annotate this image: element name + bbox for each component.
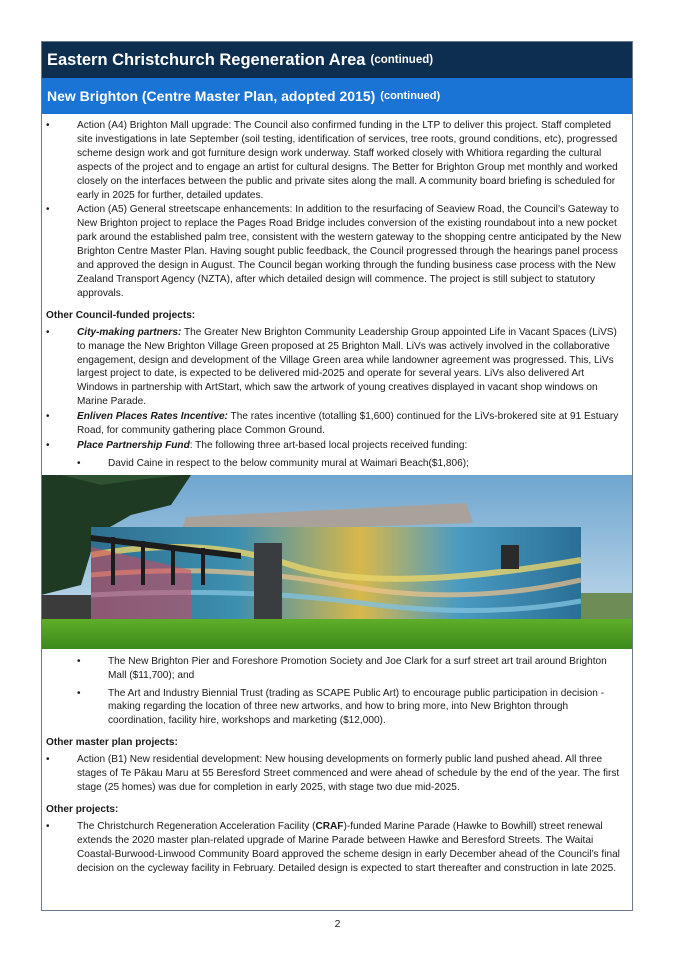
bullet-icon: • xyxy=(46,411,50,423)
list-item xyxy=(46,203,626,300)
sub-item-text: The New Brighton Pier and Foreshore Promotion Society and Joe Clark for a surf street art trail around Brighton Mall ($11,700); and xyxy=(108,655,607,681)
section-title-suffix: (continued) xyxy=(370,54,434,66)
item-text-post: )-funded Marine Parade (Hawke to Bowhill) street renewal extends the 2020 master plan-related upgrade of Marine Parade between Hawke and Beresford Streets. The Waitai Coastal-Burwood-Linwood Community Board approved the scheme design in early December ahead of the Council’s final decision on the cycleway facility in February. Detailed design is expected to start thereafter and construction in late 2025. xyxy=(77,820,620,874)
bullet-icon: • xyxy=(46,820,50,832)
bullet-icon: • xyxy=(46,326,50,338)
page-number: 2 xyxy=(334,918,341,930)
bullet-icon: • xyxy=(46,439,50,451)
section-title-bar xyxy=(42,42,632,78)
item-text: The rates incentive (totalling $1,600) continued for the LiVs-brokered site at 91 Estuary Road, for community gathering place Common Ground. xyxy=(77,411,619,437)
list-item xyxy=(46,753,626,795)
bullet-icon: • xyxy=(77,457,81,469)
item-text: The Greater New Brighton Community Leadership Group appointed Life in Vacant Spaces (LiVS) to manage the New Brighton Village Green proposed at 25 Brighton Mall. LiVs was actively involved in the collaborative engagement, design and development of the Village Green area while landowner agreement was progressed. This, LiVs largest project to date, is expected to be delivered mid-2025 and operate for several years. LiVs also delivered Art Windows in partnership with ArtStart, which saw the artwork of young creatives displayed in vacant shop windows on Marine Parade. xyxy=(77,326,617,408)
community-mural-photo xyxy=(41,475,633,649)
item-lead: Place Partnership Fund xyxy=(77,439,190,451)
item-lead: City-making partners: xyxy=(77,326,182,338)
list-item xyxy=(46,119,626,202)
action-a4-text: Action (A4) Brighton Mall upgrade: The Council also confirmed funding in the LTP to deliver this project. Staff completed site investigations in late September (soil testing, identification of services, tree roots, ground conditions, etc), progressed scheme design work and got furniture design work underway. Staff worked closely with Whitiora regarding the cultural aspects of the project and to engage an artist for cultural designs. The Better for Brighton Group met monthly and worked closely on the interfaces between the public and private sites along the mall. A community board briefing is scheduled for early in 2025 for further, detailed updates. xyxy=(77,120,618,201)
sub-list-item xyxy=(46,687,626,729)
sub-item-text: David Caine in respect to the below community mural at Waimari Beach($1,806); xyxy=(108,457,469,469)
craf-acronym: CRAF xyxy=(315,820,344,832)
content-body xyxy=(42,114,632,875)
report-frame xyxy=(41,41,633,911)
bullet-icon: • xyxy=(77,655,81,667)
sub-item-text: The Art and Industry Biennial Trust (trading as SCAPE Public Art) to encourage public participation in decision -making regarding the location of three new artworks, and how to bring more, into New Brighton through coordination, facility hire, workshops and marketing ($12,000). xyxy=(108,687,604,727)
sub-list-item xyxy=(46,457,626,471)
action-b1-text: Action (B1) New residential development: New housing developments on formerly public land pushed ahead. All three stages of Te Pākau Maru at 55 Beresford Street commenced and were ahead of schedule by the end of the year. The first stage (25 homes) was due for completion in early 2025, with stage two due mid-2025. xyxy=(77,754,620,793)
subsection-title-bar xyxy=(42,78,632,114)
section-title: Eastern Christchurch Regeneration Area xyxy=(47,50,366,69)
bullet-icon: • xyxy=(77,687,81,699)
bullet-icon: • xyxy=(46,204,50,216)
bullet-icon: • xyxy=(46,754,50,766)
subsection-title-suffix: (continued) xyxy=(380,90,441,102)
sub-list-item xyxy=(46,655,626,683)
other-council-heading: Other Council-funded projects: xyxy=(46,309,196,321)
action-a5-text: Action (A5) General streetscape enhancements: In addition to the resurfacing of Seaview Road, the Council’s Gateway to New Brighton project to replace the Pages Road Bridge includes conversion of the existing roundabout into a new pocket park around the established palm tree, consistent with the western gateway to the shopping centre anticipated by the New Brighton Centre Master Plan. Having sought public feedback, the Council progressed through the hearings panel process and approved the design in August. The Council began working through the funding business case process with the New Zealand Transport Agency (NZTA), after which detailed design will commence. The project is still subject to statutory approvals. xyxy=(77,204,622,299)
list-item xyxy=(46,439,626,453)
item-lead: Enliven Places Rates Incentive: xyxy=(77,411,228,423)
list-item xyxy=(46,820,626,876)
master-plan-heading: Other master plan projects: xyxy=(46,737,178,749)
bullet-icon: • xyxy=(46,120,50,131)
item-text: : The following three art-based local projects received funding: xyxy=(189,439,468,451)
item-text-pre: The Christchurch Regeneration Acceleration Facility ( xyxy=(77,820,316,832)
list-item xyxy=(46,326,626,409)
other-projects-heading: Other projects: xyxy=(46,803,119,815)
subsection-title: New Brighton (Centre Master Plan, adopted 2015) xyxy=(47,88,376,104)
list-item xyxy=(46,410,626,438)
